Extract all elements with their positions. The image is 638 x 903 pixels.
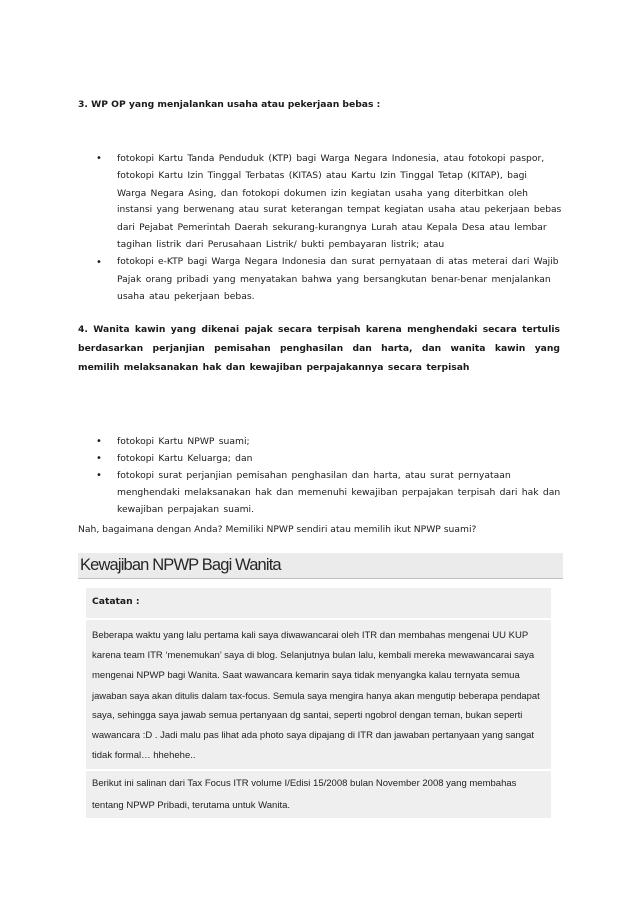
list-item-line: Warga Negara Asing, dan fotokopi dokumen izin kegiatan usaha yang diterbitkan oleh	[117, 187, 528, 199]
section-4-heading	[78, 320, 560, 377]
note-box	[86, 588, 551, 818]
list-item-line: kewajiban perpajakan suami.	[117, 503, 255, 515]
list-item-line: menghendaki melaksanakan hak dan memenuhi kewajiban perpajakan terpisah dari hak dan	[117, 486, 561, 498]
list-item-line: Pajak orang pribadi yang menyatakan bahwa yang bersangkutan benar-benar menjalankan	[117, 273, 551, 285]
note-header-row	[86, 588, 551, 620]
list-item-text	[117, 254, 562, 306]
list-item-line: instansi yang berwenang atau surat keterangan tempat kegiatan usaha atau pekerjaan bebas	[117, 204, 562, 215]
list-item-line: usaha atau pekerjaan bebas.	[117, 291, 255, 302]
note-source-line: tentang NPWP Pribadi, terutama untuk Wanita.	[92, 800, 291, 811]
note-paragraph-line: Beberapa waktu yang lalu pertama kali saya diwawancarai oleh ITR dan membahas mengenai UU KUP	[92, 630, 529, 641]
note-paragraph-line: tidak formal… hhehehe..	[92, 750, 196, 761]
list-item-text	[117, 467, 562, 518]
bullet-icon	[96, 433, 102, 450]
bullet-icon	[96, 467, 102, 484]
note-paragraph-line: saya, sehingga saya jawab semua pertanyaan dg santai, seperti ngobrol dengan teman, bukan seperti	[92, 710, 523, 721]
section-3-heading: 3. WP OP yang menjalankan usaha atau pekerjaan bebas :	[78, 99, 381, 110]
list-item-line: fotokopi Kartu Izin Tinggal Terbatas (KITAS) atau Kartu Izin Tinggal Tetap (KITAP), bagi	[117, 170, 527, 182]
list-item-text	[117, 150, 562, 254]
list-item	[98, 150, 562, 254]
bullet-icon	[96, 450, 102, 467]
question-paragraph: Nah, bagaimana dengan Anda? Memiliki NPWP sendiri atau memilih ikut NPWP suami?	[78, 524, 477, 535]
bullet-icon	[96, 150, 102, 167]
bullet-icon	[96, 254, 102, 271]
note-label: Catatan :	[92, 596, 140, 607]
list-item-line: fotokopi Kartu Keluarga; dan	[117, 452, 253, 464]
list-item-line: fotokopi e-KTP bagi Warga Negara Indonesia dan surat pernyataan di atas meterai dari Wajib	[117, 256, 559, 267]
article-heading-band	[78, 553, 563, 579]
list-item	[98, 467, 562, 518]
section-4-heading-line: berdasarkan perjanjian pemisahan penghasilan dan harta, dan wanita kawin yang	[78, 343, 560, 354]
article-heading: Kewajiban NPWP Bagi Wanita	[80, 556, 281, 574]
list-item	[98, 433, 562, 450]
note-source-line: Berikut ini salinan dari Tax Focus ITR volume I/Edisi 15/2008 bulan November 2008 yang membahas	[92, 778, 517, 789]
list-item	[98, 254, 562, 306]
note-paragraph-line: karena team ITR ‘menemukan’ saya di blog. Selanjutnya bulan lalu, kembali mereka mewawancarai saya	[92, 650, 535, 661]
list-item-line: fotokopi Kartu Tanda Penduduk (KTP) bagi Warga Negara Indonesia, atau fotokopi paspor,	[117, 153, 545, 164]
list-item-line: fotokopi surat perjanjian pemisahan penghasilan dan harta, atau surat pernyataan	[117, 469, 511, 481]
section-3-requirements-list	[98, 150, 562, 305]
list-item	[98, 450, 562, 467]
note-paragraph	[86, 620, 551, 771]
list-item-line: dari Pejabat Pemerintah Daerah sekurang-kurangnya Lurah atau Kepala Desa atau lembar	[117, 222, 547, 233]
section-4-heading-line: memilih melaksanakan hak dan kewajiban perpajakannya secara terpisah	[78, 362, 470, 373]
note-paragraph-line: jawaban saya akan ditulis dalam tax-focus. Semula saya mengira hanya akan mengutip beberapa pendapat	[92, 690, 540, 701]
section-4-requirements-list	[98, 433, 562, 518]
list-item-line: tagihan listrik dari Perusahaan Listrik/ bukti pembayaran listrik; atau	[117, 239, 445, 251]
section-4-heading-line: 4. Wanita kawin yang dikenai pajak secara terpisah karena menghendaki secara tertulis	[78, 324, 560, 335]
list-item-text	[117, 433, 562, 450]
note-paragraph-line: mengenai NPWP bagi Wanita. Saat wawancara kemarin saya tidak menyangka kalau ternyata semua	[92, 670, 520, 681]
note-paragraph-line: wawancara :D . Jadi malu pas lihat ada photo saya dipajang di ITR dan jawaban pertanyaan yang sangat	[92, 730, 535, 741]
note-source	[86, 771, 551, 818]
list-item-line: fotokopi Kartu NPWP suami;	[117, 435, 250, 447]
list-item-text	[117, 450, 562, 467]
